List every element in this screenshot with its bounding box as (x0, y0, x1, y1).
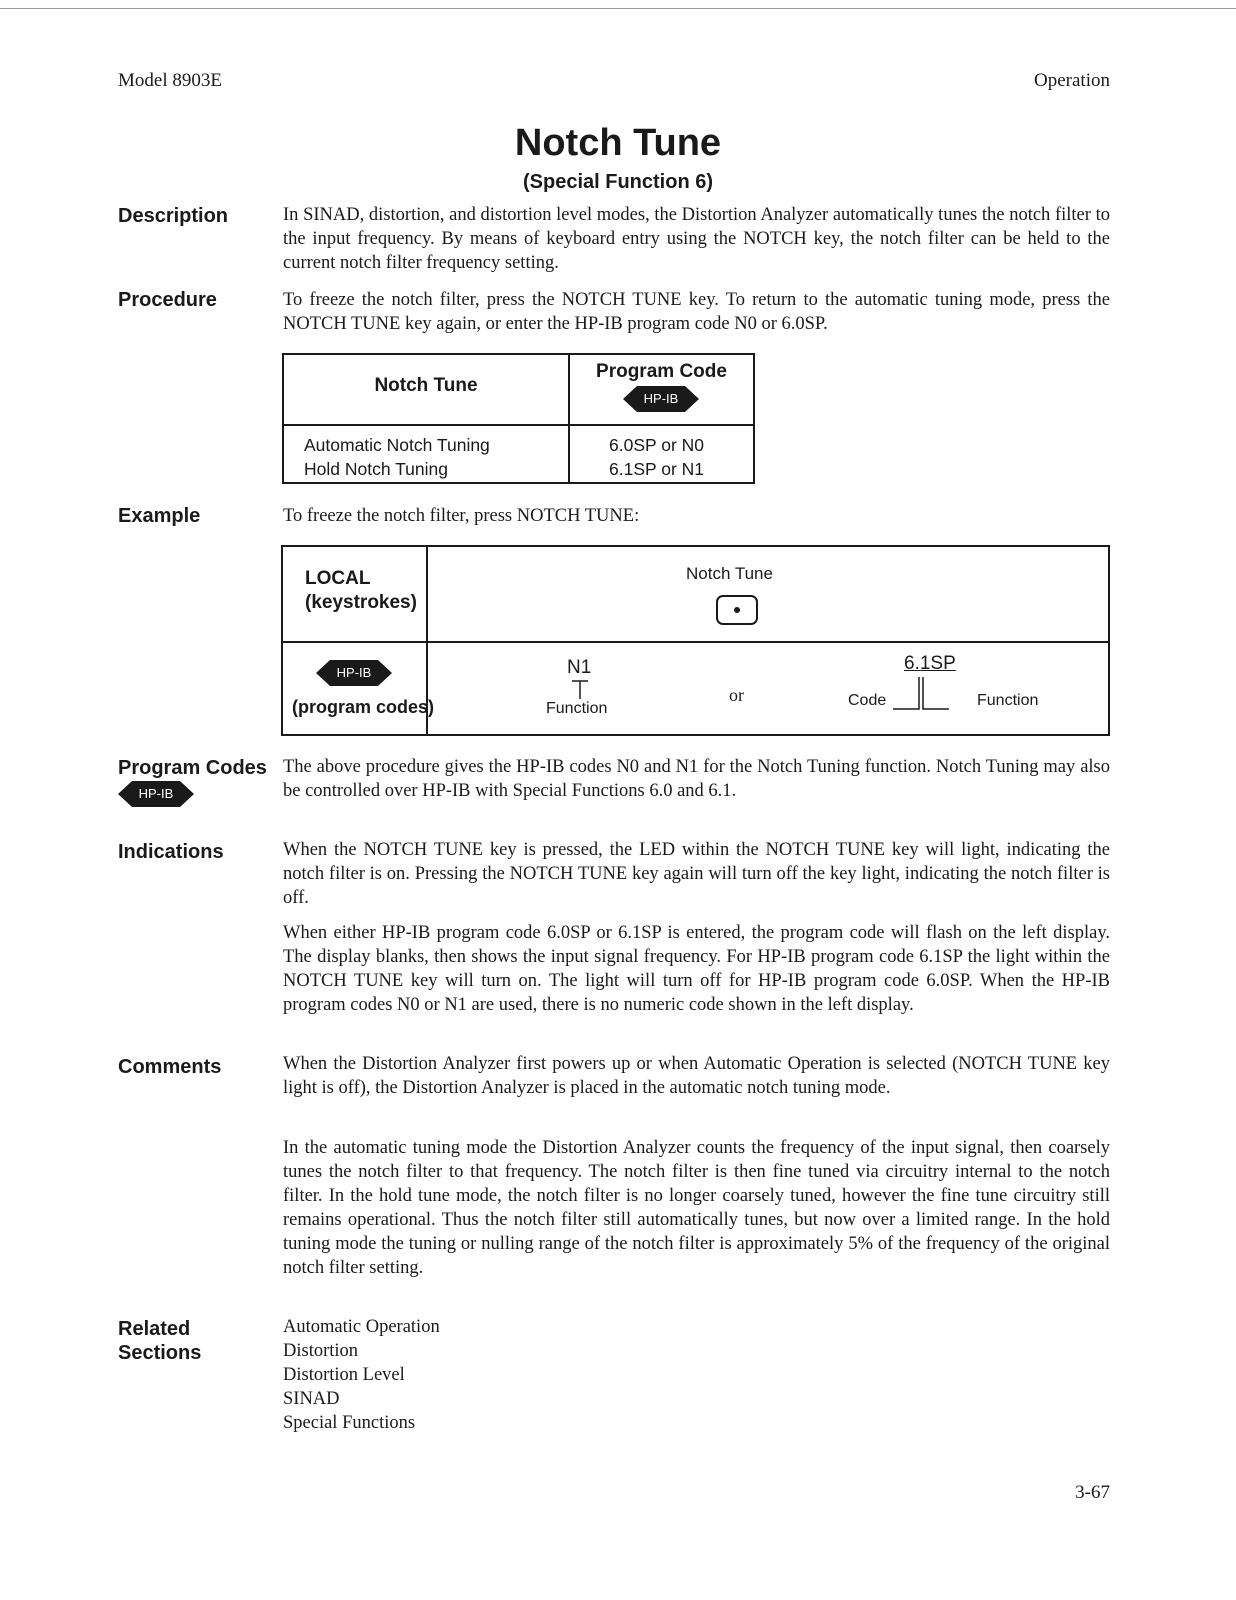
table-cell-code: 6.1SP or N1 (609, 459, 705, 479)
table-divider (283, 641, 1108, 643)
tee-pointer-icon (570, 680, 590, 700)
header-model: Model 8903E (118, 70, 222, 91)
function-label: Function (546, 700, 608, 717)
procedure-text: To freeze the notch filter, press the NOTCH TUNE key. To return to the automatic tuning mode, press the NOTCH TUNE key again, or enter the HP-IB program code N0 or 6.0SP. (283, 290, 1110, 334)
table-cell-function: Hold Notch Tuning (304, 459, 448, 479)
page-title: Notch Tune (514, 122, 722, 164)
keystrokes-label: (keystrokes) (305, 592, 417, 613)
hpib-badge (316, 660, 392, 686)
top-rule (0, 8, 1236, 9)
keystroke-table (281, 545, 1110, 736)
table-divider (284, 424, 753, 426)
function-label-2: Function (977, 692, 1039, 709)
example-label: Example (118, 505, 201, 527)
comments-label: Comments (118, 1056, 222, 1078)
table-cell-function: Automatic Notch Tuning (304, 435, 490, 455)
table-cell-code: 6.0SP or N0 (609, 435, 705, 455)
header-section: Operation (1034, 70, 1110, 91)
comments-paragraph: In the automatic tuning mode the Distortion Analyzer counts the frequency of the input signal, then coarsely tunes the notch filter to that frequency. The notch filter is then fine tuned via circuitry internal to the notch filter. In the hold tune mode, the notch filter is no longer coarsely tuned, however the fine tune circuitry still remains operational. Thus the notch filter still automatically tunes, but now over a limited range. In the hold tuning mode the tuning or nulling range of the notch filter is approximately 5% of the frequency of the original notch filter setting. (283, 1138, 1110, 1278)
code-label: Code (848, 692, 887, 709)
list-item: Automatic Operation (283, 1317, 440, 1337)
page-subtitle: (Special Function 6) (522, 171, 714, 193)
indications-paragraph: When either HP-IB program code 6.0SP or 6.1SP is entered, the program code will flash on the left display. The display blanks, then shows the input signal frequency. For HP-IB program code 6.1SP the light within the NOTCH TUNE key will turn on. The light will turn off for HP-IB program code 6.0SP. When the HP-IB program codes N0 or N1 are used, there is no numeric code shown in the left display. (283, 923, 1110, 1015)
indications-paragraph: When the NOTCH TUNE key is pressed, the LED within the NOTCH TUNE key will light, indicating the notch filter is on. Pressing the NOTCH TUNE key again will turn off the key light, indicating the notch filter is off. (283, 840, 1110, 908)
table-header-notch-tune: Notch Tune (374, 375, 478, 396)
program-codes-label: (program codes) (292, 697, 435, 717)
list-item: Distortion (283, 1341, 359, 1361)
example-text: To freeze the notch filter, press NOTCH TUNE: (283, 506, 640, 526)
hpib-badge-label: HP-IB (336, 665, 372, 680)
list-item: Special Functions (283, 1413, 416, 1433)
notch-tune-key-icon (716, 595, 758, 625)
list-item: Distortion Level (283, 1365, 405, 1385)
procedure-label: Procedure (118, 289, 217, 311)
related-label: Related (118, 1318, 191, 1340)
local-label: LOCAL (305, 568, 371, 589)
sections-label: Sections (118, 1342, 202, 1364)
code-6-1sp: 6.1SP (904, 653, 956, 674)
description-label: Description (118, 205, 229, 227)
related-sections-list (283, 1315, 440, 1435)
comments-paragraph: When the Distortion Analyzer first powers up or when Automatic Operation is selected (NOTCH TUNE key light is off), the Distortion Analyzer is placed in the automatic notch tuning mode. (283, 1054, 1110, 1098)
hpib-badge (118, 781, 194, 807)
page-number: 3-67 (1075, 1482, 1110, 1503)
program-code-table (282, 353, 755, 484)
list-item: SINAD (283, 1389, 340, 1409)
hpib-badge-label: HP-IB (138, 786, 174, 801)
hpib-badge (623, 386, 699, 412)
code-function-bracket-icon (893, 675, 983, 711)
program-codes-text: The above procedure gives the HP-IB codes N0 and N1 for the Notch Tuning function. Notch Tuning may also be controlled over HP-IB with Special Functions 6.0 and 6.1. (283, 757, 1110, 801)
table-header-program-code: Program Code (596, 361, 727, 382)
description-text: In SINAD, distortion, and distortion level modes, the Distortion Analyzer automatically tunes the notch filter to the input frequency. By means of keyboard entry using the NOTCH key, the notch filter can be held to the current notch filter frequency setting. (283, 205, 1110, 273)
hpib-badge-label: HP-IB (643, 391, 679, 406)
or-label: or (729, 685, 744, 705)
notch-tune-key-label: Notch Tune (686, 564, 773, 583)
program-codes-section-label: Program Codes (118, 757, 267, 779)
indications-label: Indications (118, 841, 224, 863)
code-n1: N1 (567, 657, 592, 678)
